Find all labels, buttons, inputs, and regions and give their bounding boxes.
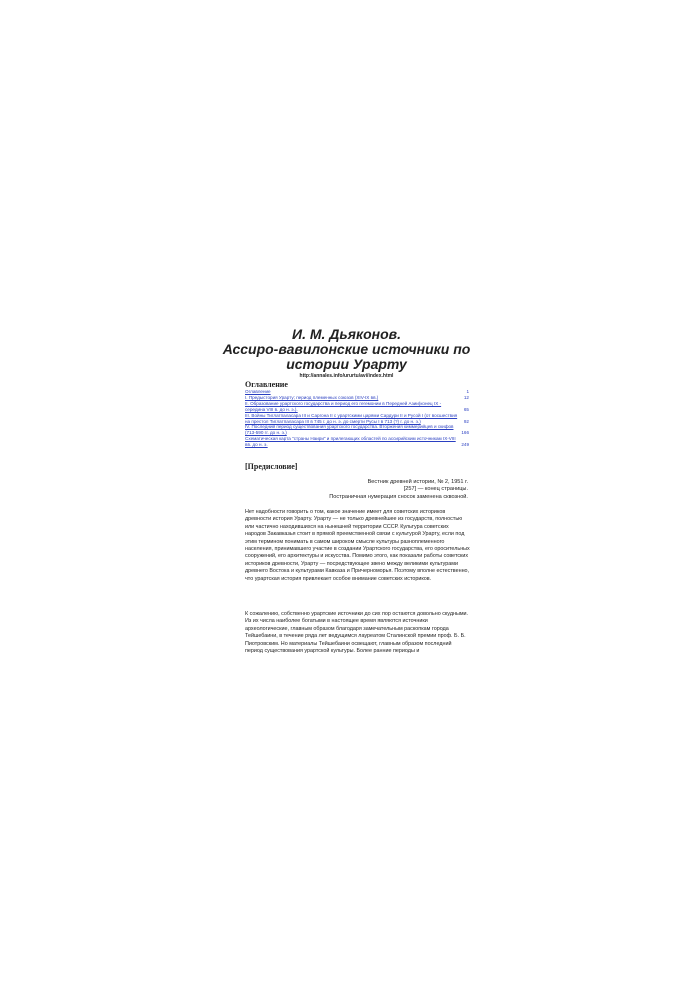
toc-page-number: 12 <box>463 394 469 400</box>
source-note-footnotes: Постраничная нумерация сносок заменена сквозной. <box>329 493 468 500</box>
toc-page-number: 65 <box>463 406 469 412</box>
toc-heading: Оглавление <box>245 380 288 389</box>
toc-link-text: III. Войны Тиглатпаласара III и Саргона II с урартскими царями Сардури II и Русой I (от восшествия на престол Тиглатпаласара III в 745 г. до н. э. до смерти Русы I в 713 (?) г. до н. э.) <box>245 412 458 424</box>
toc-link[interactable] <box>245 413 469 425</box>
source-note-journal: Вестник древней истории, № 2, 1951 г. <box>367 479 468 485</box>
toc-page-number: 92 <box>463 418 469 424</box>
toc-link-text: IV. Последний период существования урартского государства. Вторжения киммерийцев и скифов (713-590 гг. до н. э.) <box>245 424 454 436</box>
table-of-contents <box>245 389 469 448</box>
work-title-line-2: истории Урарту <box>286 356 407 372</box>
source-note <box>290 479 468 501</box>
toc-page-number: 166 <box>461 430 469 436</box>
work-title-line-1: Ассиро-вавилонские источники по <box>222 341 471 357</box>
author-name: И. М. Дьяконов. <box>292 326 401 342</box>
toc-page-number: 1 <box>466 389 469 394</box>
toc-link[interactable] <box>245 436 469 448</box>
work-title <box>220 342 473 372</box>
body-paragraph-2: К сожалению, собственно урартские источники до сих пор остаются довольно скудными. Из их числа наиболее богатыми в настоящее время являются источники археологические, главным образом благодаря замечательным раскопкам города Тейшебаини, в течение ряда лет ведущимся лауреатом Сталинской премии проф. Б. Б. Пиотровским. Но материалы Тейшебаини освещают, главным образом последний период существования урартской культуры. Более ранние периоды и <box>245 611 469 655</box>
toc-link-text: I. Предыстория Урарту; период племенных союзов (XIV-IX вв.) <box>245 394 379 400</box>
body-paragraph-1: Нет надобности говорить о том, какое значение имеет для советских историков древности история Урарту. Урарту — не только древнейшее из государств, полностью или частично находившихся на нынешней территории СССР. Культура советских народов Закавказья стоит в прямой преемственной связи с культурой Урарту, если под этим термином понимать в самом широком смысле культуры разноплеменного населения, принимавшего участие в создании Урартского государства, его оросительных сооружений, его архитектуры и искусства. Помимо этого, как показали работы советских историков древности, Урарту — посредствующее звено между великими культурами древнего Востока и культурами Кавказа и Причерноморья. Поэтому вполне естественно, что урартская история привлекает особое внимание советских историков. <box>245 509 470 582</box>
source-note-page-marker: [257] — конец страницы. <box>403 486 468 493</box>
preface-heading: [Предисловие] <box>245 462 298 471</box>
toc-link-text: Оглавление <box>245 389 271 394</box>
source-url: http://annales.info/ururtu/avi/index.html <box>299 373 394 379</box>
toc-link[interactable] <box>245 401 469 413</box>
toc-page-number: 249 <box>461 442 469 448</box>
toc-link-text: Схематическая карта "страны Наири" и прилегающих областей по ассирийским источникам IX-VIII вв. до н. э. <box>245 436 456 448</box>
toc-link-text: II. Образование урартского государства и период его гегемонии в Передней Азии(конец IX - середина VIII в. до н. э.). <box>245 400 442 412</box>
toc-link[interactable] <box>245 424 469 436</box>
